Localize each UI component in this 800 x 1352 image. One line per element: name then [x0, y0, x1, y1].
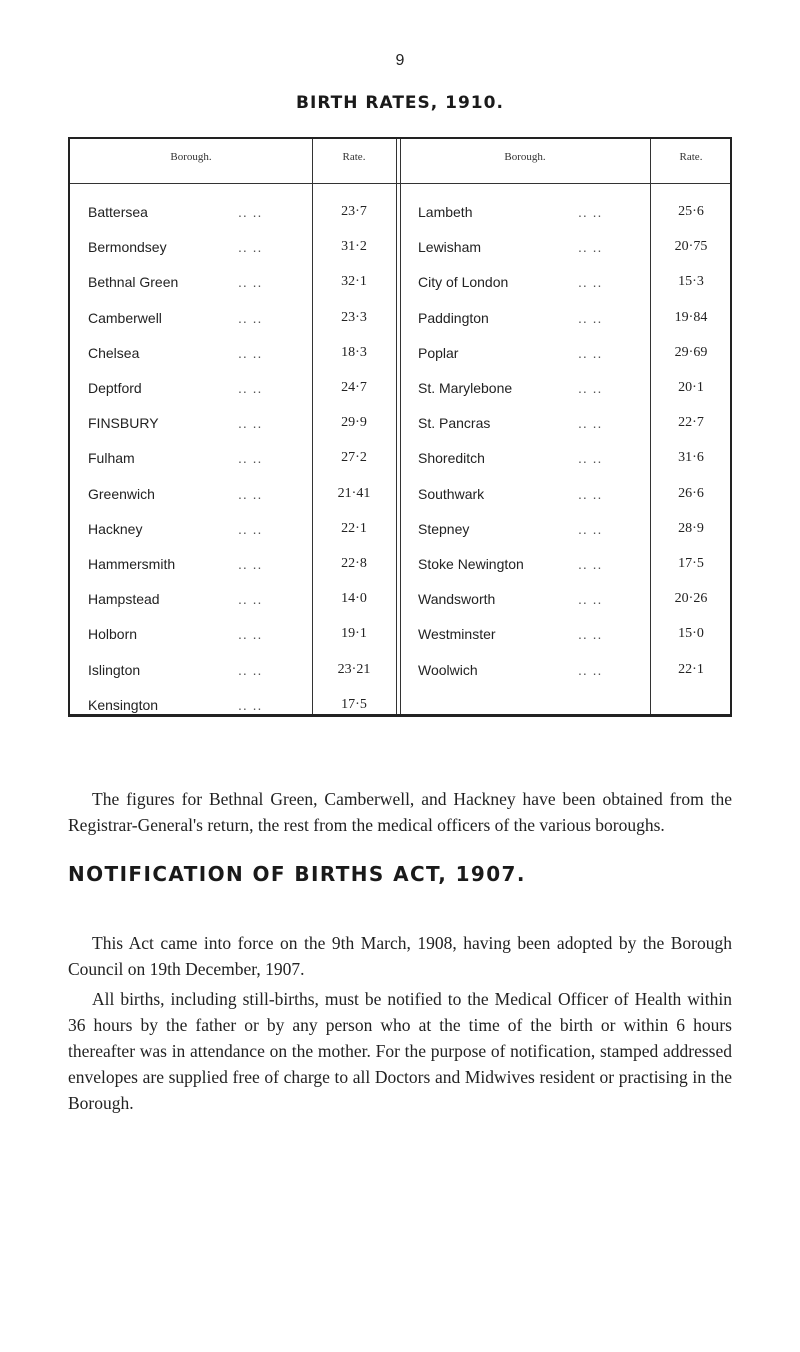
rate-value: 22·1 — [341, 520, 367, 536]
leader-dots: .. .. — [238, 274, 263, 291]
section-heading: NOTIFICATION OF BIRTHS ACT, 1907. — [68, 862, 526, 886]
borough-name: Wandsworth — [418, 591, 496, 608]
leader-dots: .. .. — [578, 309, 603, 326]
borough-name: Lambeth — [418, 204, 473, 220]
rate-value: 21·41 — [337, 485, 371, 501]
leader-dots: .. .. — [238, 485, 263, 502]
borough-name: Chelsea — [88, 344, 140, 361]
rate-value: 22·8 — [341, 556, 367, 571]
birth-rates-table — [68, 137, 732, 717]
leader-dots: .. .. — [238, 344, 263, 361]
page-number: 9 — [395, 52, 405, 69]
leader-dots: .. .. — [578, 591, 603, 608]
borough-name: Lewisham — [418, 239, 482, 256]
borough-name: Deptford — [88, 380, 142, 396]
leader-dots: .. .. — [578, 380, 603, 396]
borough-name: Camberwell — [88, 309, 162, 326]
rate-value: 17·5 — [678, 556, 704, 571]
borough-name: Hammersmith — [88, 556, 176, 572]
borough-name: Stoke Newington — [418, 556, 524, 572]
borough-name: Shoreditch — [418, 450, 485, 467]
leader-dots: .. .. — [238, 450, 263, 467]
rate-value: 18·3 — [341, 344, 367, 360]
borough-name: Hackney — [88, 520, 143, 537]
rate-value: 29·69 — [674, 344, 708, 360]
borough-name: Westminster — [418, 626, 496, 643]
rate-value: 32·1 — [341, 274, 367, 290]
leader-dots: .. .. — [578, 450, 603, 467]
header-borough-right: Borough. — [504, 151, 546, 163]
rate-value: 22·1 — [678, 661, 704, 677]
leader-dots: .. .. — [578, 204, 603, 220]
borough-name: Bermondsey — [88, 239, 167, 256]
table-row — [70, 334, 730, 372]
borough-name: City of London — [418, 274, 509, 291]
header-rule — [70, 183, 730, 184]
leader-dots: .. .. — [238, 309, 263, 326]
table-row — [70, 299, 730, 337]
rate-value: 23·3 — [341, 309, 367, 325]
rate-value: 19·1 — [341, 626, 367, 642]
table-row — [70, 580, 730, 618]
borough-name: Paddington — [418, 309, 489, 326]
leader-dots: .. .. — [238, 239, 263, 256]
header-borough-left: Borough. — [170, 151, 212, 163]
leader-dots: .. .. — [578, 626, 603, 643]
leader-dots: .. .. — [578, 344, 603, 361]
borough-name: Hampstead — [88, 591, 160, 608]
leader-dots: .. .. — [238, 520, 263, 537]
leader-dots: .. .. — [578, 520, 603, 537]
header-rate-right: Rate. — [679, 151, 703, 163]
rate-value: 14·0 — [341, 591, 367, 607]
rate-value: 27·2 — [341, 450, 367, 466]
table-row — [70, 615, 730, 653]
table-row — [70, 228, 730, 266]
leader-dots: .. .. — [238, 556, 263, 572]
leader-dots: .. .. — [238, 204, 263, 220]
rate-value: 15·3 — [678, 274, 704, 290]
table-row — [70, 651, 730, 689]
borough-name: Islington — [88, 661, 141, 678]
leader-dots: .. .. — [238, 380, 263, 396]
table-row — [70, 439, 730, 477]
rate-value: 23·21 — [337, 661, 371, 677]
header-rate-left: Rate. — [342, 151, 366, 163]
rate-value: 22·7 — [678, 415, 704, 431]
borough-name: Woolwich — [418, 661, 478, 678]
table-row — [70, 369, 730, 407]
rate-value: 17·5 — [341, 696, 367, 712]
rate-value: 20·1 — [678, 380, 704, 395]
rate-value: 29·9 — [341, 415, 367, 431]
borough-name: Kensington — [88, 696, 159, 713]
leader-dots: .. .. — [238, 661, 263, 678]
paragraph-notification: All births, including still-births, must be notified to the Medical Officer of Health within 36 hours by the father or by any person who at the time of the birth or within 6 hours thereafter was in attendance on the mother. For the purpose of notification, stamped addressed envelopes are supplied free of charge to all Doctors and Midwives resident or practising in the Borough. — [68, 989, 732, 1113]
rate-value: 31·6 — [678, 450, 704, 466]
leader-dots: .. .. — [578, 415, 603, 432]
borough-name: Fulham — [88, 450, 135, 467]
rate-value: 26·6 — [678, 485, 704, 501]
leader-dots: .. .. — [238, 626, 263, 643]
rate-value: 20·26 — [674, 591, 708, 607]
borough-name: Poplar — [418, 344, 459, 361]
borough-name: St. Marylebone — [418, 380, 513, 396]
borough-name: Battersea — [88, 204, 148, 220]
rate-value: 19·84 — [674, 309, 708, 325]
leader-dots: .. .. — [578, 274, 603, 291]
rate-value: 24·7 — [341, 380, 367, 395]
leader-dots: .. .. — [238, 696, 263, 713]
borough-name: St. Pancras — [418, 415, 491, 432]
borough-name: Bethnal Green — [88, 274, 179, 291]
table-row — [70, 545, 730, 583]
table-row — [70, 263, 730, 301]
rate-value: 15·0 — [678, 626, 704, 642]
rate-value: 20·75 — [674, 239, 708, 255]
table-row — [70, 686, 730, 724]
table-row — [70, 193, 730, 231]
table-note: The figures for Bethnal Green, Camberwell, and Hackney have been obtained from the Registrar-General's return, the rest from the medical officers of the various boroughs. — [68, 789, 732, 835]
leader-dots: .. .. — [578, 239, 603, 256]
borough-name: Holborn — [88, 626, 138, 643]
leader-dots: .. .. — [238, 591, 263, 608]
table-row — [70, 475, 730, 513]
leader-dots: .. .. — [238, 415, 263, 432]
leader-dots: .. .. — [578, 485, 603, 502]
rate-value: 25·6 — [678, 204, 704, 219]
table-row — [70, 404, 730, 442]
table-row — [70, 510, 730, 548]
borough-name: Stepney — [418, 520, 470, 537]
table-title: BIRTH RATES, 1910. — [296, 93, 504, 113]
paragraph-act: This Act came into force on the 9th March, 1908, having been adopted by the Borough Council on 19th December, 1907. — [68, 933, 732, 979]
borough-name: FINSBURY — [88, 415, 159, 432]
rate-value: 28·9 — [678, 520, 704, 536]
rate-value: 31·2 — [341, 239, 367, 255]
leader-dots: .. .. — [578, 556, 603, 572]
borough-name: Southwark — [418, 485, 485, 502]
borough-name: Greenwich — [88, 485, 155, 502]
leader-dots: .. .. — [578, 661, 603, 678]
rate-value: 23·7 — [341, 204, 367, 219]
